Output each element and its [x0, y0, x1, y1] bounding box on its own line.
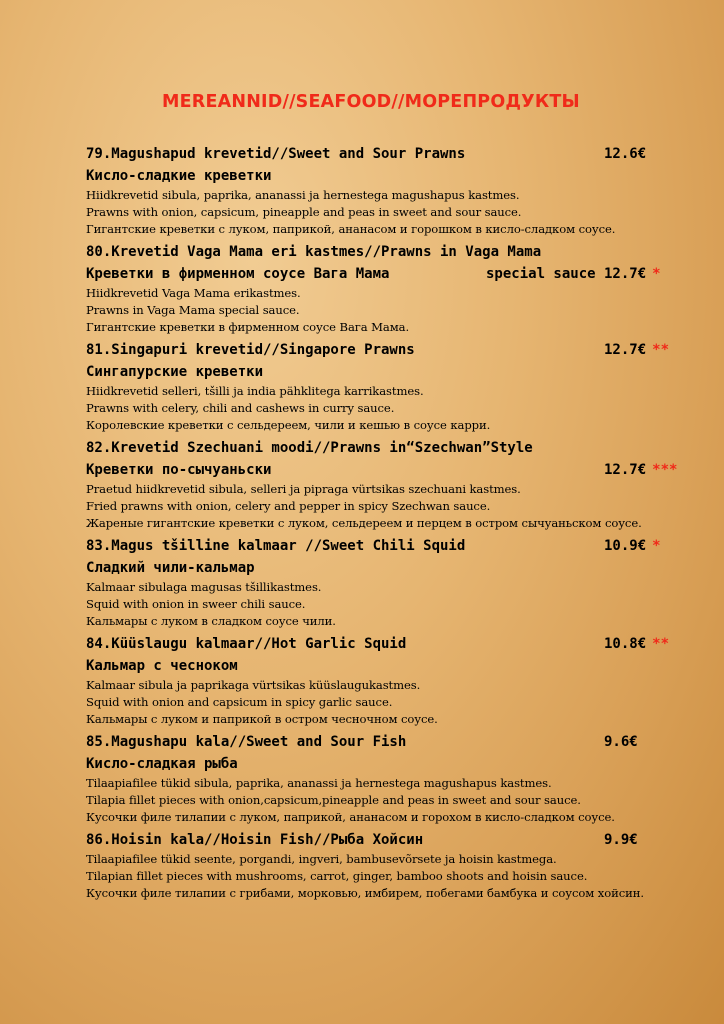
dish-price: [604, 143, 652, 165]
dish-description: Tilaapiafilee tükid seente, porgandi, ingveri, bambusevõrsete ja hoisin kastmega.: [86, 852, 557, 866]
dish-name-ru: [86, 753, 722, 775]
dish-price: [604, 339, 669, 361]
dish-name: [86, 535, 722, 557]
dish-name-ru: [86, 459, 722, 481]
dish-price: [604, 753, 610, 775]
dish-name: [86, 339, 722, 361]
price-value: 9.6€: [604, 734, 638, 750]
dish-price: [604, 361, 610, 383]
dish-description: Kalmaar sibula ja paprikaga vürtsikas küüslaugukastmes.: [86, 678, 421, 692]
dish-name-ru-text: Креветки по-сычуаньски: [86, 462, 272, 478]
dish-description: Tilapia fillet pieces with onion,capsicum,pineapple and peas in sweet and sour sauce.: [86, 793, 581, 807]
dish-description: Жареные гигантские креветки с луком, сельдереем и перцем в остром сычуаньском соусе.: [86, 516, 642, 530]
menu-item: [86, 633, 722, 728]
dish-name: [86, 829, 722, 851]
dish-price: [604, 263, 661, 285]
menu-item: [86, 143, 722, 238]
dish-description: Kalmaar sibulaga magusas tšillikastmes.: [86, 580, 322, 594]
dish-name-ru-text: Кальмар с чесноком: [86, 658, 238, 674]
dish-name-ru: [86, 263, 722, 285]
dish-name-text: 81.Singapuri krevetid//Singapore Prawns: [86, 342, 415, 358]
dish-name: [86, 241, 722, 263]
dish-name-ru-text: Кисло-сладкая рыба: [86, 756, 238, 772]
dish-name-ru-text: Кисло-сладкие креветки: [86, 168, 272, 184]
price-value: 12.7€: [604, 342, 647, 358]
dish-name-text: 79.Magushapud krevetid//Sweet and Sour Prawns: [86, 146, 466, 162]
dish-price: [604, 165, 610, 187]
menu-item: [86, 437, 722, 532]
dish-name-continuation: special sauce: [486, 266, 596, 282]
dish-name-ru: [86, 557, 722, 579]
price-value: 10.9€: [604, 538, 647, 554]
menu-list: [86, 143, 722, 905]
spiciness-stars: *: [652, 266, 661, 282]
spiciness-stars: **: [652, 342, 670, 358]
dish-description: Tilaapiafilee tükid sibula, paprika, ananassi ja hernestega magushapus kastmes.: [86, 776, 552, 790]
dish-description: Fried prawns with onion, celery and pepper in spicy Szechwan sauce.: [86, 499, 491, 513]
dish-name-text: 82.Krevetid Szechuani moodi//Prawns in“Szechwan”Style: [86, 440, 533, 456]
dish-price: [604, 731, 644, 753]
dish-name-text: 86.Hoisin kala//Hoisin Fish//Рыба Хойсин: [86, 832, 424, 848]
price-value: 12.7€: [604, 266, 647, 282]
dish-name-ru-text: Сладкий чили-кальмар: [86, 560, 255, 576]
dish-description: Hiidkrevetid selleri, tšilli ja india pähklitega karrikastmes.: [86, 384, 424, 398]
spiciness-stars: ***: [652, 462, 678, 478]
dish-price: [604, 633, 669, 655]
dish-description: Tilapian fillet pieces with mushrooms, carrot, ginger, bamboo shoots and hoisin sauce.: [86, 869, 588, 883]
menu-section-title: MEREANNID//SEAFOOD//МОРЕПРОДУКТЫ: [162, 92, 580, 112]
dish-price: [604, 535, 661, 557]
menu-item: [86, 339, 722, 434]
dish-description: Королевские креветки с сельдереем, чили и кешью в соусе карри.: [86, 418, 491, 432]
dish-description: Гигантские креветки с луком, паприкой, ананасом и горошком в кисло-сладком соусе.: [86, 222, 616, 236]
dish-price: [604, 241, 610, 263]
dish-description: Prawns with celery, chili and cashews in curry sauce.: [86, 401, 395, 415]
dish-description: Кальмары с луком в сладком соусе чили.: [86, 614, 336, 628]
menu-item: [86, 535, 722, 630]
dish-description: Squid with onion and capsicum in spicy garlic sauce.: [86, 695, 393, 709]
dish-description: Гигантские креветки в фирменном соусе Вага Мама.: [86, 320, 410, 334]
price-value: 12.7€: [604, 462, 647, 478]
dish-description: Hiidkrevetid sibula, paprika, ananassi ja hernestega magushapus kastmes.: [86, 188, 520, 202]
dish-name-ru: [86, 165, 722, 187]
dish-name-ru-text: Креветки в фирменном соусе Вага Мама: [86, 266, 390, 282]
price-value: 9.9€: [604, 832, 638, 848]
dish-name-text: 83.Magus tšilline kalmaar //Sweet Chili Squid: [86, 538, 466, 554]
dish-description: Praetud hiidkrevetid sibula, selleri ja pipraga vürtsikas szechuani kastmes.: [86, 482, 521, 496]
dish-description: Кальмары с луком и паприкой в остром чесночном соусе.: [86, 712, 438, 726]
price-value: 12.6€: [604, 146, 647, 162]
dish-description: Кусочки филе тилапии с грибами, морковью, имбирем, побегами бамбука и соусом хойсин.: [86, 886, 644, 900]
dish-description: Кусочки филе тилапии с луком, паприкой, ананасом и горохом в кисло-сладком соусе.: [86, 810, 615, 824]
dish-name: [86, 633, 722, 655]
dish-name-ru: [86, 655, 722, 677]
dish-name: [86, 731, 722, 753]
dish-name-ru: [86, 361, 722, 383]
dish-price: [604, 655, 610, 677]
menu-item: [86, 829, 722, 902]
spiciness-stars: **: [652, 636, 670, 652]
dish-name-text: 85.Magushapu kala//Sweet and Sour Fish: [86, 734, 407, 750]
dish-price: [604, 459, 677, 481]
dish-description: Prawns in Vaga Mama special sauce.: [86, 303, 300, 317]
dish-name-text: 84.Küüslaugu kalmaar//Hot Garlic Squid: [86, 636, 407, 652]
dish-price: [604, 437, 610, 459]
menu-item: [86, 731, 722, 826]
dish-name: [86, 437, 722, 459]
dish-description: Prawns with onion, capsicum, pineapple and peas in sweet and sour sauce.: [86, 205, 522, 219]
dish-name-ru-text: Сингапурские креветки: [86, 364, 264, 380]
dish-price: [604, 829, 644, 851]
dish-description: Hiidkrevetid Vaga Mama erikastmes.: [86, 286, 301, 300]
spiciness-stars: *: [652, 538, 661, 554]
dish-name-text: 80.Krevetid Vaga Mama eri kastmes//Prawns in Vaga Mama: [86, 244, 542, 260]
menu-item: [86, 241, 722, 336]
price-value: 10.8€: [604, 636, 647, 652]
dish-name: [86, 143, 722, 165]
dish-price: [604, 557, 610, 579]
dish-description: Squid with onion in sweer chili sauce.: [86, 597, 306, 611]
